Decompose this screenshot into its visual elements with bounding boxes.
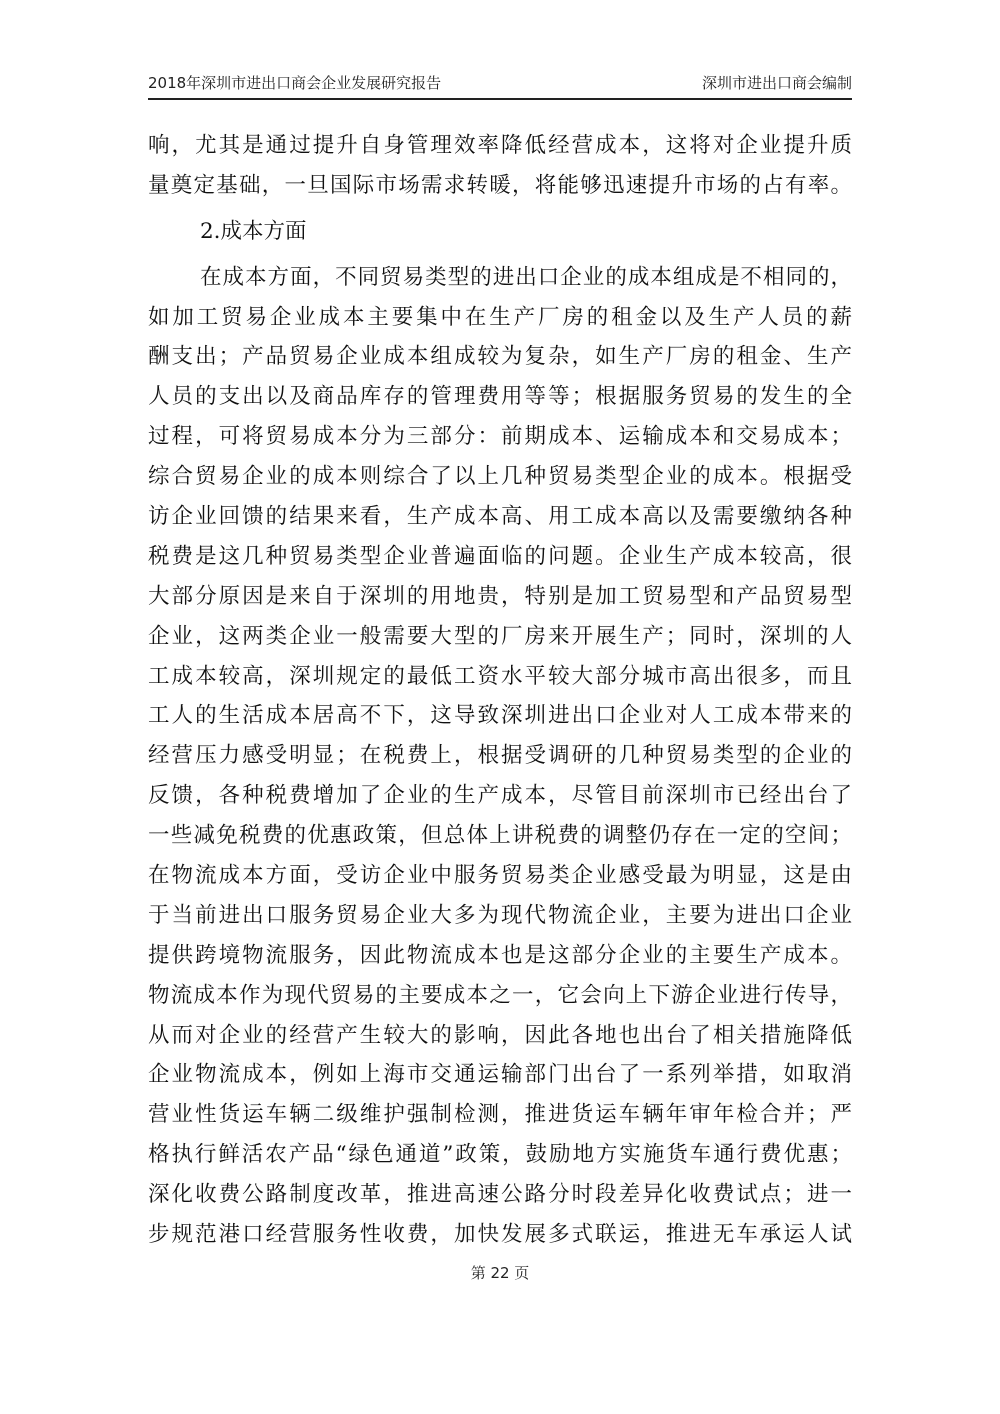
text-line: 企业，这两类企业一般需要大型的厂房来开展生产；同时，深圳的人 xyxy=(148,623,852,649)
text-line: 酬支出；产品贸易企业成本组成较为复杂，如生产厂房的租金、生产 xyxy=(148,344,852,370)
text-line: 人员的支出以及商品库存的管理费用等等；根据服务贸易的发生的全 xyxy=(148,384,852,410)
section-heading: 2.成本方面 xyxy=(200,218,307,244)
text-line: 访企业回馈的结果来看，生产成本高、用工成本高以及需要缴纳各种 xyxy=(148,504,852,530)
text-line: 一些减免税费的优惠政策，但总体上讲税费的调整仍存在一定的空间； xyxy=(148,823,852,849)
header-publisher: 深圳市进出口商会编制 xyxy=(701,74,852,92)
text-line: 过程，可将贸易成本分为三部分：前期成本、运输成本和交易成本； xyxy=(148,424,852,450)
text-line: 格执行鲜活农产品“绿色通道”政策，鼓励地方实施货车通行费优惠； xyxy=(148,1142,852,1168)
text-line: 提供跨境物流服务，因此物流成本也是这部分企业的主要生产成本。 xyxy=(148,942,852,968)
text-line: 经营压力感受明显；在税费上，根据受调研的几种贸易类型的企业的 xyxy=(148,743,852,769)
document-body xyxy=(148,126,852,1255)
text-line: 营业性货运车辆二级维护强制检测，推进货运车辆年审年检合并；严 xyxy=(148,1102,852,1128)
page-header xyxy=(148,68,852,100)
text-line: 综合贸易企业的成本则综合了以上几种贸易类型企业的成本。根据受 xyxy=(148,464,852,490)
text-line: 反馈，各种税费增加了企业的生产成本，尽管目前深圳市已经出台了 xyxy=(148,783,852,809)
paragraph-continuation xyxy=(148,126,852,206)
text-line: 如加工贸易企业成本主要集中在生产厂房的租金以及生产人员的薪 xyxy=(148,304,852,330)
text-line: 在物流成本方面，受访企业中服务贸易类企业感受最为明显，这是由 xyxy=(148,863,852,889)
page-number: 第 22 页 xyxy=(470,1264,530,1282)
text-line: 大部分原因是来自于深圳的用地贵，特别是加工贸易型和产品贸易型 xyxy=(148,583,852,609)
text-line: 步规范港口经营服务性收费，加快发展多式联运，推进无车承运人试 xyxy=(148,1222,852,1248)
text-line: 深化收费公路制度改革，推进高速公路分时段差异化收费试点；进一 xyxy=(148,1182,852,1208)
paragraph-cost xyxy=(148,258,852,1255)
text-line: 工成本较高，深圳规定的最低工资水平较大部分城市高出很多，而且 xyxy=(148,663,852,689)
text-line: 响，尤其是通过提升自身管理效率降低经营成本，这将对企业提升质 xyxy=(148,133,852,158)
text-line: 工人的生活成本居高不下，这导致深圳进出口企业对人工成本带来的 xyxy=(148,703,852,729)
header-report-title: 2018年深圳市进出口商会企业发展研究报告 xyxy=(148,74,442,92)
text-line: 从而对企业的经营产生较大的影响，因此各地也出台了相关措施降低 xyxy=(148,1022,852,1048)
text-line: 企业物流成本，例如上海市交通运输部门出台了一系列举措，如取消 xyxy=(148,1062,852,1088)
text-line: 税费是这几种贸易类型企业普遍面临的问题。企业生产成本较高，很 xyxy=(148,543,852,569)
text-line: 量奠定基础，一旦国际市场需求转暖，将能够迅速提升市场的占有率。 xyxy=(148,172,852,198)
text-line: 在成本方面，不同贸易类型的进出口企业的成本组成是不相同的， xyxy=(200,264,852,290)
text-line: 于当前进出口服务贸易企业大多为现代物流企业，主要为进出口企业 xyxy=(148,902,852,928)
text-line: 物流成本作为现代贸易的主要成本之一，它会向上下游企业进行传导， xyxy=(148,982,852,1008)
